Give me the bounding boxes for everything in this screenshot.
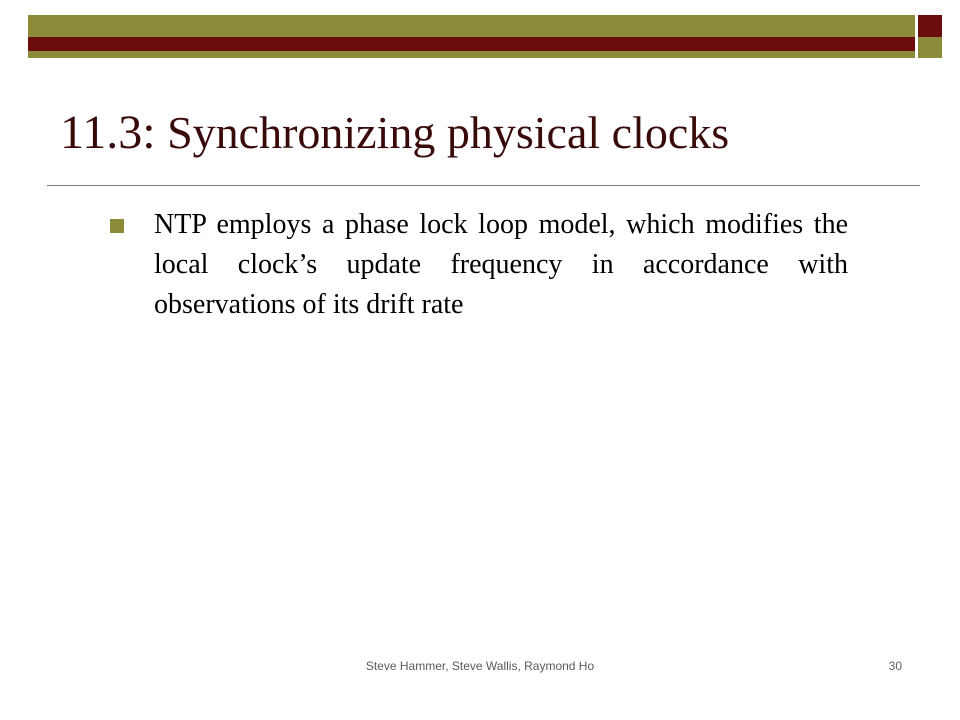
bullet-text: NTP employs a phase lock loop model, which modifies the local clock’s update frequency in accordance with observations of its drift rate <box>154 209 848 320</box>
top-decorative-band <box>28 15 915 58</box>
corner-block-maroon <box>918 15 942 37</box>
bullet-item <box>108 205 848 325</box>
title-divider <box>47 185 920 186</box>
maroon-stripe <box>28 37 915 51</box>
title-text: Synchronizing physical clocks <box>155 107 730 158</box>
olive-stripe-top <box>28 15 915 37</box>
square-bullet-icon <box>110 219 124 233</box>
corner-block-olive <box>918 37 942 58</box>
slide-title <box>60 105 729 160</box>
bullet-list <box>108 205 848 325</box>
page-number: 30 <box>888 659 902 673</box>
olive-stripe-bottom <box>28 51 915 58</box>
title-number: 11.3: <box>60 106 156 159</box>
footer-authors: Steve Hammer, Steve Wallis, Raymond Ho <box>365 659 595 673</box>
